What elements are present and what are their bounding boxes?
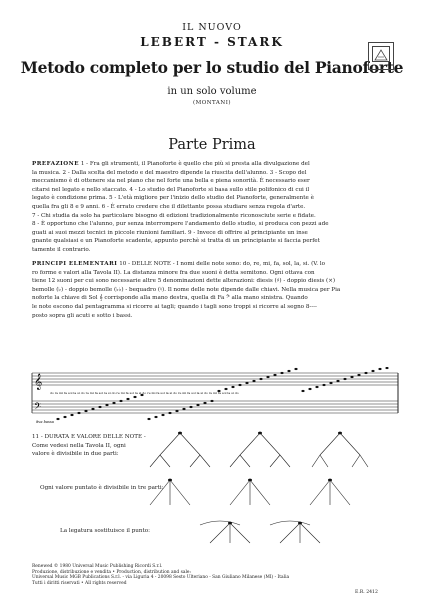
- catalog-number: E.R. 2412: [355, 590, 378, 595]
- principi-line: tiene 12 suoni per cui sono necessarie altre 5 denominazioni dette alterazioni: diesis (♯) - doppio diesis (×): [32, 278, 336, 285]
- puntato-label: Ogni valore puntato è divisibile in tre parti:: [40, 485, 164, 491]
- rhythm-diagrams: [140, 425, 390, 550]
- series-label: IL NUOVO: [182, 22, 242, 33]
- prefazione-line: legato è condizione prima. 5 - L'età migliore per l'inizio dello studio del Pianoforte, generalmente è: [32, 195, 314, 202]
- logo-emblem-icon: [372, 46, 390, 62]
- principi-line: ro forme e valori alla Tavola II). La distanza minore fra due suoni è detta semitono. Ogni ottava con: [32, 269, 315, 276]
- footer-line: Tutti i diritti riservati • All rights reserved: [32, 580, 127, 586]
- principi-line: le note escono dal pentagramma si ricorre ai tagli; quando i tagli sono troppi si ricorre al segno 8----: [32, 303, 317, 310]
- prefazione-line: la musica. 2 - Dalla scelta del metodo e del maestro dipende la riuscita dell'alunno. 3 - Scopo del: [32, 169, 307, 176]
- ottava-label: 8va bassa: [36, 420, 54, 424]
- footer-line: Produzione, distribuzione e vendita • Production, distribution and sale:: [32, 569, 191, 575]
- prefazione-heading: PREFAZIONE: [32, 161, 80, 167]
- durata-line: valore è divisibile in due parti:: [32, 451, 119, 458]
- principi-line: posto sopra gli acuti e sotto i bassi.: [32, 312, 133, 319]
- principi-line: 10 - DELLE NOTE - I nomi delle note sono: do, re, mi, fa, sol, la, si. (V. lo: [119, 261, 326, 267]
- principi-section: [32, 260, 397, 320]
- rhythm-svg: [140, 425, 390, 550]
- prefazione-line: gnante qualsiasi e un Pianoforte scadente, appunto perchè si tratta di un principiante si faccia perfet: [32, 238, 320, 245]
- part-title: Parte Prima: [168, 137, 256, 153]
- prefazione-line: 1 - Fra gli strumenti, il Pianoforte è quello che più si presta alla divulgazione del: [80, 161, 310, 167]
- editor-label: (MONTANI): [192, 100, 232, 106]
- logo-text: [369, 62, 393, 66]
- prefazione-line: guati ai suoi mezzi tecnici in piccole riunioni familiari. 9 - Invece di offrire al principiante un inse: [32, 229, 308, 236]
- footer-line: Universal Music MGB Publications S.r.l. - via Liguria 4 - 20098 Sesto Ulteriano - San Giuliano Milanese (MI) - Italia: [32, 575, 290, 581]
- grand-staff: [28, 367, 400, 425]
- durata-line: Come vedesi nella Tavola II, ogni: [32, 442, 126, 449]
- legatura-label: La legatura sostituisce il punto:: [60, 528, 150, 534]
- prefazione-line: quella fra gli 8 e 9 anni. 6 - È errato credere che il dilettante possa studiare senza regola d'arte.: [32, 203, 306, 210]
- treble-clef-icon: 𝄞: [34, 374, 43, 390]
- footer-line: Renewed © 1980 Universal Music Publishing Ricordi S.r.l.: [32, 564, 163, 569]
- prefazione-line: 7 - Chi studia da solo ha particolare bisogno di edizioni tradizionalmente riconosciute serie e fidate.: [32, 212, 316, 219]
- durata-line: 11 - DURATA E VALORE DELLE NOTE -: [32, 434, 146, 440]
- prefazione-line: 8 - È opportuno che l'alunno, pur senza interrompere l'andamento dello studio, si produca con pezzi ade: [32, 221, 329, 228]
- publisher-logo: [368, 42, 394, 70]
- prefazione-section: [32, 160, 397, 255]
- page-title: Metodo completo per lo studio del Pianoforte: [20, 58, 404, 77]
- prefazione-line: citarsi nel legato e nello staccato. 4 - Lo studio del Pianoforte si basa sullo stile polifonico di cui il: [32, 186, 310, 193]
- subtitle: in un solo volume: [167, 86, 257, 97]
- prefazione-line: tamente il contrario.: [32, 246, 91, 253]
- bass-clef-icon: 𝄢: [34, 401, 42, 414]
- note-name-row: do re mi fa sol la si do re mi fa sol la si do re mi fa sol la si do re mi fa sol la si do re mi fa sol la si do re mi fa sol la si do: [50, 391, 239, 395]
- principi-line: noforte la chiave di Sol 𝄞 corrisponde alla mano destra, quella di Fa 𝄢 alla mano sinistra. Quando: [32, 295, 308, 302]
- prefazione-line: meccanismo è di ottenere sia nel piano che nel forte una bella e piena sonorità. È necessario eser: [32, 178, 310, 185]
- copyright-footer: [32, 564, 392, 586]
- principi-line: bemolle (♭) - doppio bemolle (♭♭) - bequadro (♮). Il nome delle note dipende dalle chiavi. Nella musica per Pia: [32, 286, 341, 293]
- author-name: LEBERT - STARK: [140, 35, 284, 49]
- principi-heading: PRINCIPI ELEMENTARI: [32, 261, 118, 267]
- staff-svg: [28, 367, 400, 425]
